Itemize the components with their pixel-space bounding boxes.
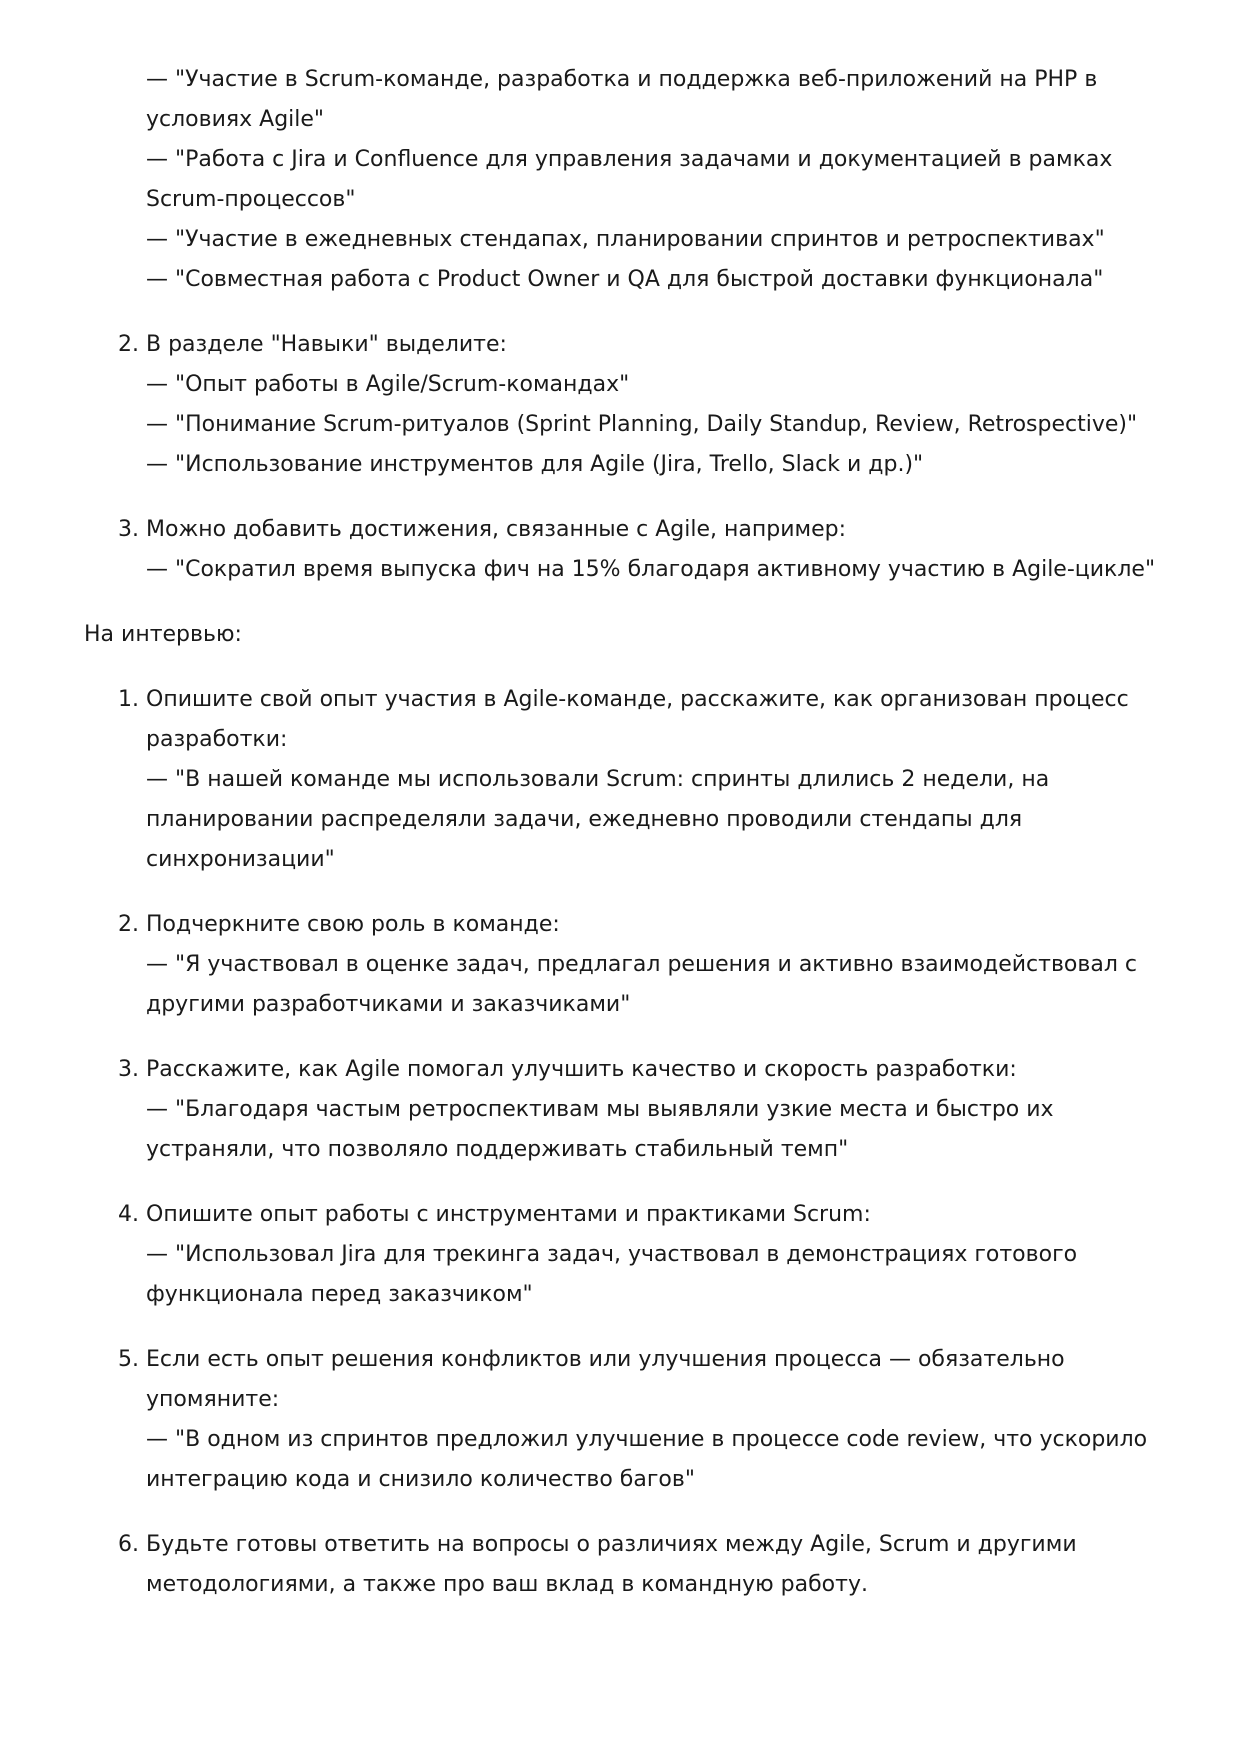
text-line: упомяните: bbox=[146, 1387, 280, 1412]
text-line: Опишите опыт работы с инструментами и практиками Scrum: bbox=[146, 1202, 871, 1227]
text-line: Будьте готовы ответить на вопросы о различиях между Agile, Scrum и другими bbox=[146, 1532, 1077, 1557]
list-item bbox=[84, 510, 1174, 590]
document-content bbox=[84, 60, 1174, 1630]
text-line: — "Я участвовал в оценке задач, предлагал решения и активно взаимодействовал с bbox=[146, 952, 1137, 977]
text-line: — "Благодаря частым ретроспективам мы выявляли узкие места и быстро их bbox=[146, 1097, 1054, 1122]
list-number: 2. bbox=[118, 332, 139, 357]
list-item bbox=[84, 1195, 1174, 1315]
text-line: — "Использование инструментов для Agile (Jira, Trello, Slack и др.)" bbox=[146, 452, 924, 477]
text-line: В разделе "Навыки" выделите: bbox=[146, 332, 507, 357]
list-item bbox=[84, 1525, 1174, 1605]
text-line: — "Использовал Jira для трекинга задач, участвовал в демонстрациях готового bbox=[146, 1242, 1078, 1267]
text-line: другими разработчиками и заказчиками" bbox=[146, 992, 631, 1017]
text-line: Подчеркните свою роль в команде: bbox=[146, 912, 560, 937]
text-line: — "В одном из спринтов предложил улучшение в процессе code review, что ускорило bbox=[146, 1427, 1148, 1452]
list-item bbox=[84, 1340, 1174, 1500]
list-number: 6. bbox=[118, 1532, 139, 1557]
section-heading: На интервью: bbox=[84, 622, 242, 647]
text-line: — "Опыт работы в Agile/Scrum-командах" bbox=[146, 372, 630, 397]
resume-list bbox=[84, 325, 1174, 590]
list-number: 4. bbox=[118, 1202, 139, 1227]
text-line: синхронизации" bbox=[146, 847, 335, 872]
text-line: — "Работа с Jira и Confluence для управления задачами и документацией в рамках bbox=[146, 147, 1113, 172]
list-item bbox=[84, 1050, 1174, 1170]
list-number: 1. bbox=[118, 687, 139, 712]
text-line: — "Сократил время выпуска фич на 15% благодаря активному участию в Agile-цикле" bbox=[146, 557, 1156, 582]
list-number: 2. bbox=[118, 912, 139, 937]
text-line: функционала перед заказчиком" bbox=[146, 1282, 533, 1307]
text-line: — "В нашей команде мы использовали Scrum: спринты длились 2 недели, на bbox=[146, 767, 1050, 792]
text-line: Опишите свой опыт участия в Agile-команде, расскажите, как организован процесс bbox=[146, 687, 1129, 712]
list-number: 3. bbox=[118, 517, 139, 542]
text-line: Расскажите, как Agile помогал улучшить качество и скорость разработки: bbox=[146, 1057, 1017, 1082]
text-line: разработки: bbox=[146, 727, 288, 752]
text-line: интеграцию кода и снизило количество багов" bbox=[146, 1467, 695, 1492]
text-line: — "Участие в Scrum-команде, разработка и поддержка веб-приложений на PHP в bbox=[146, 67, 1098, 92]
list-item bbox=[84, 325, 1174, 485]
text-line: Если есть опыт решения конфликтов или улучшения процесса — обязательно bbox=[146, 1347, 1065, 1372]
text-line: методологиями, а также про ваш вклад в командную работу. bbox=[146, 1572, 868, 1597]
text-line: — "Участие в ежедневных стендапах, планировании спринтов и ретроспективах" bbox=[146, 227, 1105, 252]
list-number: 3. bbox=[118, 1057, 139, 1082]
text-line: Scrum-процессов" bbox=[146, 187, 356, 212]
resume-item-1-continuation bbox=[84, 60, 1174, 300]
text-line: Можно добавить достижения, связанные с Agile, например: bbox=[146, 517, 847, 542]
list-item bbox=[84, 905, 1174, 1025]
interview-list bbox=[84, 680, 1174, 1605]
text-line: устраняли, что позволяло поддерживать стабильный темп" bbox=[146, 1137, 849, 1162]
text-line: — "Понимание Scrum-ритуалов (Sprint Planning, Daily Standup, Review, Retrospective)" bbox=[146, 412, 1138, 437]
text-line: планировании распределяли задачи, ежедневно проводили стендапы для bbox=[146, 807, 1023, 832]
list-number: 5. bbox=[118, 1347, 139, 1372]
text-line: — "Совместная работа с Product Owner и QA для быстрой доставки функционала" bbox=[146, 267, 1104, 292]
text-line: условиях Agile" bbox=[146, 107, 325, 132]
list-item bbox=[84, 680, 1174, 880]
interview-heading bbox=[84, 615, 1174, 655]
